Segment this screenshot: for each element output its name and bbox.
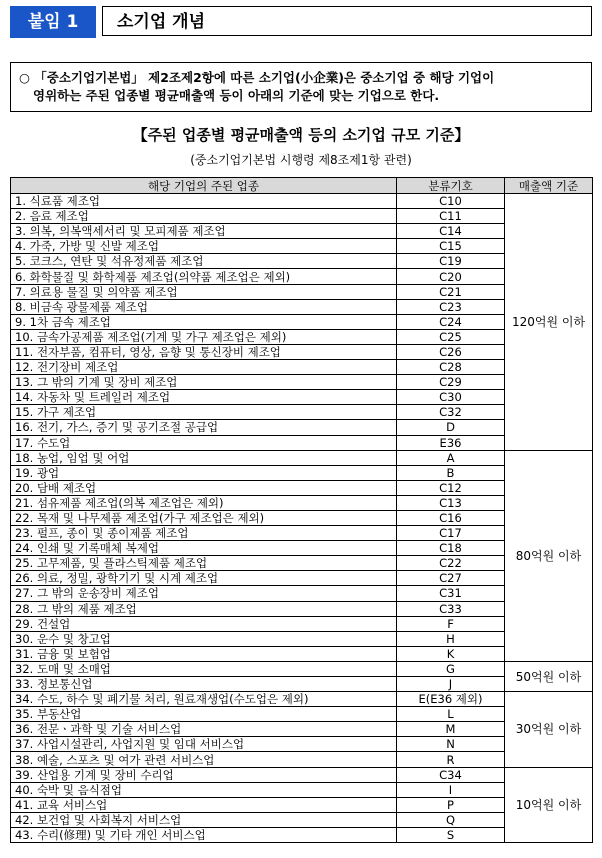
industry-cell: 36. 전문ㆍ과학 및 기술 서비스업	[11, 722, 397, 737]
code-cell: K	[397, 646, 505, 661]
code-cell: M	[397, 722, 505, 737]
code-cell: I	[397, 782, 505, 797]
notice-line-2: 영위하는 주된 업종별 평균매출액 등이 아래의 기준에 맞는 기업으로 한다.	[33, 88, 440, 103]
industry-cell: 34. 수도, 하수 및 폐기물 처리, 원료재생업(수도업은 제외)	[11, 692, 397, 707]
industry-cell: 10. 금속가공제품 제조업(기계 및 가구 제조업은 제외)	[11, 329, 397, 344]
code-cell: C22	[397, 556, 505, 571]
code-cell: C34	[397, 767, 505, 782]
code-cell: C15	[397, 239, 505, 254]
notice-box	[10, 62, 592, 112]
code-cell: A	[397, 450, 505, 465]
industry-cell: 6. 화학물질 및 화학제품 제조업(의약품 제조업은 제외)	[11, 269, 397, 284]
code-cell: H	[397, 631, 505, 646]
code-cell: E36	[397, 435, 505, 450]
code-cell: C12	[397, 480, 505, 495]
industry-cell: 39. 산업용 기계 및 장비 수리업	[11, 767, 397, 782]
industry-cell: 1. 식료품 제조업	[11, 194, 397, 209]
industry-cell: 32. 도매 및 소매업	[11, 661, 397, 676]
industry-cell: 37. 사업시설관리, 사업지원 및 임대 서비스업	[11, 737, 397, 752]
table-row	[11, 194, 593, 209]
industry-cell: 15. 가구 제조업	[11, 405, 397, 420]
industry-cell: 28. 그 밖의 제품 제조업	[11, 601, 397, 616]
code-cell: C18	[397, 541, 505, 556]
table-row	[11, 450, 593, 465]
column-header-sales: 매출액 기준	[505, 178, 593, 194]
code-cell: C33	[397, 601, 505, 616]
industry-cell: 31. 금융 및 보험업	[11, 646, 397, 661]
code-cell: C32	[397, 405, 505, 420]
industry-cell: 7. 의료용 물질 및 의약품 제조업	[11, 284, 397, 299]
code-cell: C29	[397, 375, 505, 390]
notice-line-1: 「중소기업기본법」 제2조제2항에 따른 소기업(小企業)은 중소기업 중 해당 기업이	[34, 70, 495, 85]
code-cell: C13	[397, 495, 505, 510]
sales-criterion-cell: 10억원 이하	[505, 767, 593, 842]
sales-criterion-cell: 120억원 이하	[505, 194, 593, 451]
industry-cell: 17. 수도업	[11, 435, 397, 450]
code-cell: L	[397, 707, 505, 722]
industry-cell: 23. 펄프, 종이 및 종이제품 제조업	[11, 526, 397, 541]
code-cell: C30	[397, 390, 505, 405]
code-cell: C14	[397, 224, 505, 239]
industry-cell: 35. 부동산업	[11, 707, 397, 722]
code-cell: P	[397, 797, 505, 812]
page-title: 소기업 개념	[102, 6, 592, 36]
industry-cell: 25. 고무제품, 및 플라스틱제품 제조업	[11, 556, 397, 571]
code-cell: C27	[397, 571, 505, 586]
code-cell: C10	[397, 194, 505, 209]
code-cell: C23	[397, 299, 505, 314]
industry-cell: 40. 숙박 및 음식점업	[11, 782, 397, 797]
industry-cell: 4. 가죽, 가방 및 신발 제조업	[11, 239, 397, 254]
table-body	[11, 194, 593, 843]
table-row	[11, 767, 593, 782]
industry-cell: 14. 자동차 및 트레일러 제조업	[11, 390, 397, 405]
code-cell: C24	[397, 314, 505, 329]
industry-cell: 29. 건설업	[11, 616, 397, 631]
industry-cell: 33. 정보통신업	[11, 677, 397, 692]
code-cell: C19	[397, 254, 505, 269]
industry-cell: 18. 농업, 임업 및 어업	[11, 450, 397, 465]
column-header-industry: 해당 기업의 주된 업종	[11, 178, 397, 194]
code-cell: C17	[397, 526, 505, 541]
column-header-code: 분류기호	[397, 178, 505, 194]
code-cell: E(E36 제외)	[397, 692, 505, 707]
code-cell: C26	[397, 344, 505, 359]
table-title: 【주된 업종별 평균매출액 등의 소기업 규모 기준】	[132, 126, 470, 144]
table-row	[11, 661, 593, 676]
code-cell: B	[397, 465, 505, 480]
sales-criterion-cell: 30억원 이하	[505, 692, 593, 767]
size-criteria-table	[10, 177, 593, 843]
code-cell: C25	[397, 329, 505, 344]
industry-cell: 2. 음료 제조업	[11, 209, 397, 224]
code-cell: G	[397, 661, 505, 676]
code-cell: C28	[397, 360, 505, 375]
code-cell: D	[397, 420, 505, 435]
code-cell: C21	[397, 284, 505, 299]
table-row	[11, 692, 593, 707]
industry-cell: 24. 인쇄 및 기록매체 복제업	[11, 541, 397, 556]
code-cell: C31	[397, 586, 505, 601]
industry-cell: 12. 전기장비 제조업	[11, 360, 397, 375]
code-cell: N	[397, 737, 505, 752]
industry-cell: 26. 의료, 정밀, 광학기기 및 시계 제조업	[11, 571, 397, 586]
industry-cell: 13. 그 밖의 기계 및 장비 제조업	[11, 375, 397, 390]
sales-criterion-cell: 50억원 이하	[505, 661, 593, 691]
industry-cell: 20. 담배 제조업	[11, 480, 397, 495]
code-cell: C11	[397, 209, 505, 224]
code-cell: S	[397, 827, 505, 842]
industry-cell: 8. 비금속 광물제품 제조업	[11, 299, 397, 314]
bullet-icon: ○	[19, 70, 30, 85]
industry-cell: 11. 전자부품, 컴퓨터, 영상, 음향 및 통신장비 제조업	[11, 344, 397, 359]
industry-cell: 22. 목재 및 나무제품 제조업(가구 제조업은 제외)	[11, 510, 397, 525]
industry-cell: 43. 수리(修理) 및 기타 개인 서비스업	[11, 827, 397, 842]
code-cell: F	[397, 616, 505, 631]
sales-criterion-cell: 80억원 이하	[505, 450, 593, 661]
table-header-row	[11, 178, 593, 194]
code-cell: C20	[397, 269, 505, 284]
code-cell: J	[397, 677, 505, 692]
industry-cell: 19. 광업	[11, 465, 397, 480]
industry-cell: 3. 의복, 의복액세서리 및 모피제품 제조업	[11, 224, 397, 239]
attachment-badge: 붙임 1	[10, 6, 96, 38]
code-cell: R	[397, 752, 505, 767]
industry-cell: 27. 그 밖의 운송장비 제조업	[11, 586, 397, 601]
industry-cell: 21. 섬유제품 제조업(의복 제조업은 제외)	[11, 495, 397, 510]
industry-cell: 9. 1차 금속 제조업	[11, 314, 397, 329]
industry-cell: 5. 코크스, 연탄 및 석유정제품 제조업	[11, 254, 397, 269]
table-subtitle: (중소기업기본법 시행령 제8조제1항 관련)	[190, 153, 412, 167]
code-cell: C16	[397, 510, 505, 525]
industry-cell: 30. 운수 및 창고업	[11, 631, 397, 646]
industry-cell: 38. 예술, 스포츠 및 여가 관련 서비스업	[11, 752, 397, 767]
header	[10, 6, 592, 38]
code-cell: Q	[397, 812, 505, 827]
industry-cell: 42. 보건업 및 사회복지 서비스업	[11, 812, 397, 827]
industry-cell: 41. 교육 서비스업	[11, 797, 397, 812]
industry-cell: 16. 전기, 가스, 증기 및 공기조절 공급업	[11, 420, 397, 435]
